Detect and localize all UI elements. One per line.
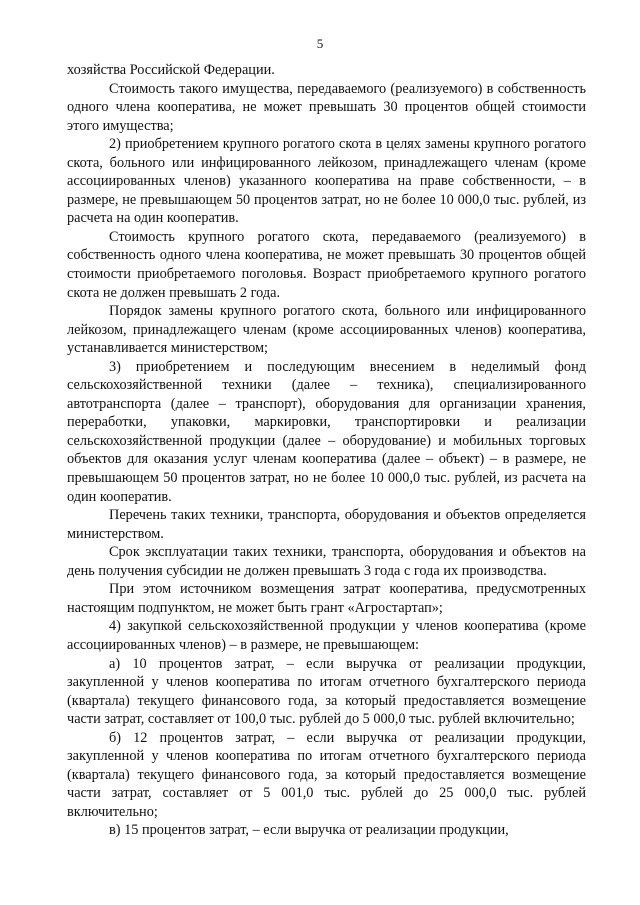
paragraph: б) 12 процентов затрат, – если выручка от реализации продукции, закупленной у членов кооператива по итогам отчетного бухгалтерского периода (квартала) текущего финансового года, за который предоставляется возмещение части затрат, составляет от 5 001,0 тыс. рублей до 25 000,0 тыс. рублей включительно; (67, 729, 586, 820)
document-body (67, 61, 586, 840)
page-number: 5 (316, 36, 324, 51)
paragraph: 2) приобретением крупного рогатого скота в целях замены крупного рогатого скота, больного или инфицированного лейкозом, принадлежащего членам (кроме ассоциированных членов) указанного кооператива на праве собственности, – в размере, не превышающем 50 процентов затрат, но не более 10 000,0 тыс. рублей, из расчета на один кооператив. (67, 136, 586, 227)
paragraph: 3) приобретением и последующим внесением в неделимый фонд сельскохозяйственной техники (далее – техника), специализированного автотранспорта (далее – транспорт), оборудования для организации хранения, переработки, упаковки, маркировки, транспортировки и реализации сельскохозяйственной продукции (далее – оборудование) и мобильных торговых объектов для оказания услуг членам кооператива (далее – объект) – в размере, не превышающем 50 процентов затрат, но не более 10 000,0 тыс. рублей, из расчета на один кооператив. (67, 358, 586, 505)
paragraph: При этом источником возмещения затрат кооператива, предусмотренных настоящим подпунктом, не может быть грант «Агростартап»; (67, 581, 586, 616)
paragraph: Стоимость крупного рогатого скота, передаваемого (реализуемого) в собственность одного члена кооператива, не может превышать 30 процентов общей стоимости приобретаемого поголовья. Возраст приобретаемого крупного рогатого скота не должен превышать 2 года. (67, 228, 586, 301)
paragraph: Стоимость такого имущества, передаваемого (реализуемого) в собственность одного члена кооператива, не может превышать 30 процентов общей стоимости этого имущества; (67, 80, 586, 134)
paragraph: а) 10 процентов затрат, – если выручка от реализации продукции, закупленной у членов кооператива по итогам отчетного бухгалтерского периода (квартала) текущего финансового года, за который предоставляется возмещение части затрат, составляет от 100,0 тыс. рублей до 5 000,0 тыс. рублей включительно; (67, 655, 586, 728)
paragraph: Срок эксплуатации таких техники, транспорта, оборудования и объектов на день получения субсидии не должен превышать 3 года с года их производства. (67, 544, 586, 579)
paragraph: Перечень таких техники, транспорта, оборудования и объектов определяется министерством. (67, 507, 586, 542)
paragraph: хозяйства Российской Федерации. (67, 62, 275, 78)
paragraph: в) 15 процентов затрат, – если выручка от реализации продукции, (109, 822, 509, 839)
paragraph: Порядок замены крупного рогатого скота, больного или инфицированного лейкозом, принадлежащего членам (кроме ассоциированных членов) кооператива, устанавливается министерством; (67, 303, 586, 357)
paragraph: 4) закупкой сельскохозяйственной продукции у членов кооператива (кроме ассоциированных членов) – в размере, не превышающем: (67, 618, 586, 653)
